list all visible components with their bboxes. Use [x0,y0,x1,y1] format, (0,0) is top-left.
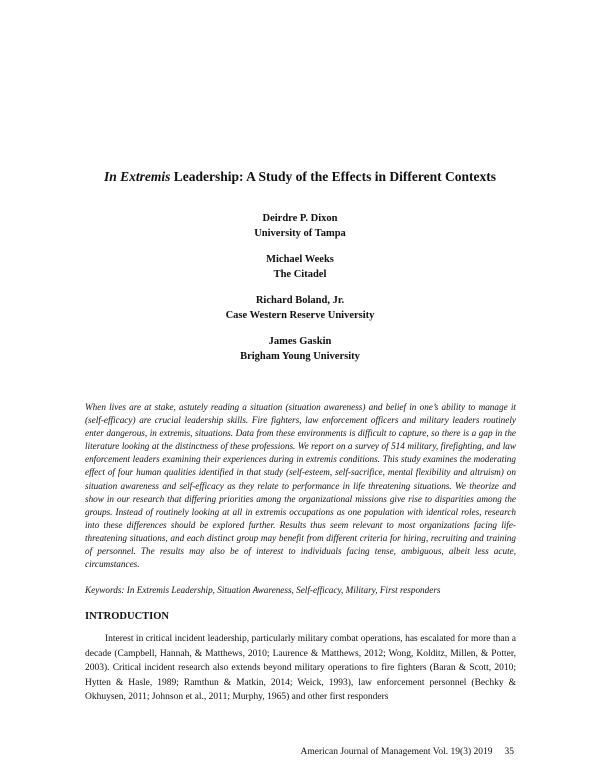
author-name: James Gaskin [268,336,332,347]
author-block [60,293,540,323]
author-affiliation: The Citadel [273,269,327,280]
keywords: Keywords: In Extremis Leadership, Situation Awareness, Self-efficacy, Military, First responders [85,585,441,595]
intro-paragraph: Interest in critical incident leadership, particularly military combat operations, has escalated for more than a decade (Campbell, Hannah, & Matthews, 2010; Laurence & Matthews, 2012; Wong, Kolditz, Millen, & Potter, 2003). Critical incident research also extends beyond military operations to fire fighters (Baran & Scott, 2010; Hytten & Hasle, 1989; Ramthun & Matkin, 2014; Weick, 1993), law enforcement personnel (Bechky & Okhuysen, 2011; Johnson et al., 2011; Murphy, 1965) and other first responders [85,634,516,703]
author-name: Deirdre P. Dixon [262,213,338,224]
author-name: Richard Boland, Jr. [255,295,345,306]
journal-name: American Journal of Management Vol. 19(3) 2019 [300,747,493,757]
author-affiliation: Brigham Young University [240,351,360,362]
author-block [60,334,540,364]
abstract: When lives are at stake, astutely reading a situation (situation awareness) and belief in one’s ability to manage it (self-efficacy) are crucial leadership skills. Fire fighters, law enforcement officers and military leaders routinely enter dangerous, in extremis, situations. Data from these environments is difficult to capture, so there is a gap in the literature looking at the distinctness of these professions. We report on a survey of 514 military, firefighting, and law enforcement leaders examining their experiences during in extremis conditions. This study examines the moderating effect of four human qualities identified in that study (self-esteem, self-sacrifice, mental flexibility and altruism) on situation awareness and self-efficacy as they relate to performance in life threatening situations. We theorize and show in our research that differing priorities among the organizational missions give rise to disparities among the groups. Instead of routinely looking at all in extremis occupations as one population with identical roles, research into these differences should be explored further. Results thus seem relevant to most organizations facing life-threatening situations, and each distinct group may benefit from different criteria for hiring, recruiting and training of personnel. The results may also be of interest to individuals facing tense, ambiguous, albeit less acute, circumstances. [85,402,516,570]
title-italic-part: In Extremis [103,169,171,184]
page-number: 35 [504,747,514,757]
author-block [60,252,540,282]
author-name: Michael Weeks [266,254,334,265]
author-affiliation: Case Western Reserve University [225,310,375,321]
title-rest: Leadership: A Study of the Effects in Different Contexts [170,169,496,184]
paper-title [60,169,540,185]
author-affiliation: University of Tampa [254,228,346,239]
page-footer [301,747,514,757]
section-heading: INTRODUCTION [85,611,170,622]
author-block [60,211,540,241]
